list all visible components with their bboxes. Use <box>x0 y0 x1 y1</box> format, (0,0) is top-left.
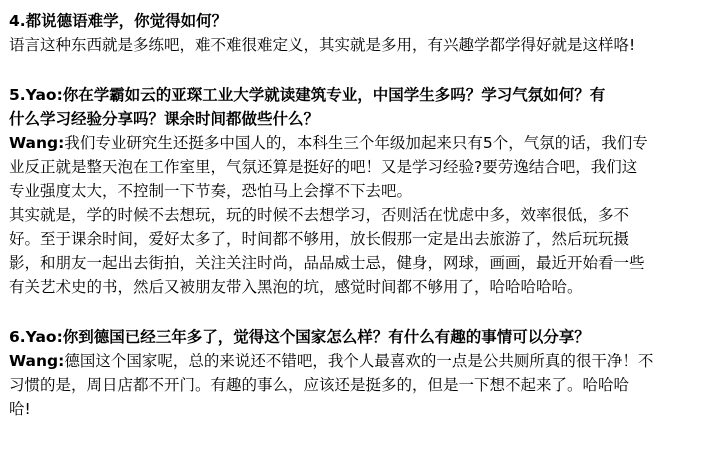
question-6: 6.Yao:你到德国已经三年多了，觉得这个国家怎么样？有什么有趣的事情可以分享？ <box>9 328 590 346</box>
answer-5-line-3: 专业强度太大，不控制一下节奏，恐怕马上会撑不下去吧。 <box>9 182 413 200</box>
article-body <box>9 9 717 421</box>
answer-5-line-5: 好。至于课余时间，爱好太多了，时间都不够用，放长假那一定是出去旅游了，然后玩玩摄 <box>9 230 630 248</box>
answer-5-line-2: 业反正就是整天泡在工作室里，气氛还算是挺好的吧！又是学习经验?要劳逸结合吧，我们这 <box>9 158 638 176</box>
question-5-line-2: 什么学习经验分享吗？课余时间都做些什么？ <box>9 110 320 128</box>
answer-5-line-1 <box>9 131 717 155</box>
answer-5-line-6: 影，和朋友一起出去街拍，关注关注时尚，品品威士忌，健身，网球，画画，最近开始看一些 <box>9 254 645 272</box>
question-4: 4.都说德语难学，你觉得如何？ <box>9 12 228 30</box>
answer-6-line-3: 哈! <box>9 400 31 418</box>
section-spacer <box>9 299 717 325</box>
answer-6-first-text: 德国这个国家呢，总的来说还不错吧，我个人最喜欢的一点是公共厕所真的很干净！不 <box>64 352 654 370</box>
answer-5-first-text: 我们专业研究生还挺多中国人的，本科生三个年级加起来只有5个，气氛的话，我们专 <box>64 134 648 152</box>
speaker-label: Wang: <box>9 134 65 152</box>
answer-6-line-2: 习惯的是，周日店都不开门。有趣的事么，应该还是挺多的，但是一下想不起来了。哈哈哈 <box>9 376 630 394</box>
answer-4-line-1: 语言这种东西就是多练吧，难不难很难定义，其实就是多用，有兴趣学都学得好就是这样咯! <box>9 36 636 54</box>
answer-5-line-7: 有关艺术史的书，然后又被朋友带入黑泡的坑，感觉时间都不够用了，哈哈哈哈哈。 <box>9 278 583 296</box>
speaker-label: Wang: <box>9 352 65 370</box>
question-5-line-1: 5.Yao:你在学霸如云的亚琛工业大学就读建筑专业，中国学生多吗？学习气氛如何？有 <box>9 86 606 104</box>
section-spacer <box>9 57 717 83</box>
answer-5-line-4: 其实就是，学的时候不去想玩，玩的时候不去想学习，否则活在忧虑中多，效率很低，多不 <box>9 206 630 224</box>
answer-6-line-1 <box>9 349 717 373</box>
